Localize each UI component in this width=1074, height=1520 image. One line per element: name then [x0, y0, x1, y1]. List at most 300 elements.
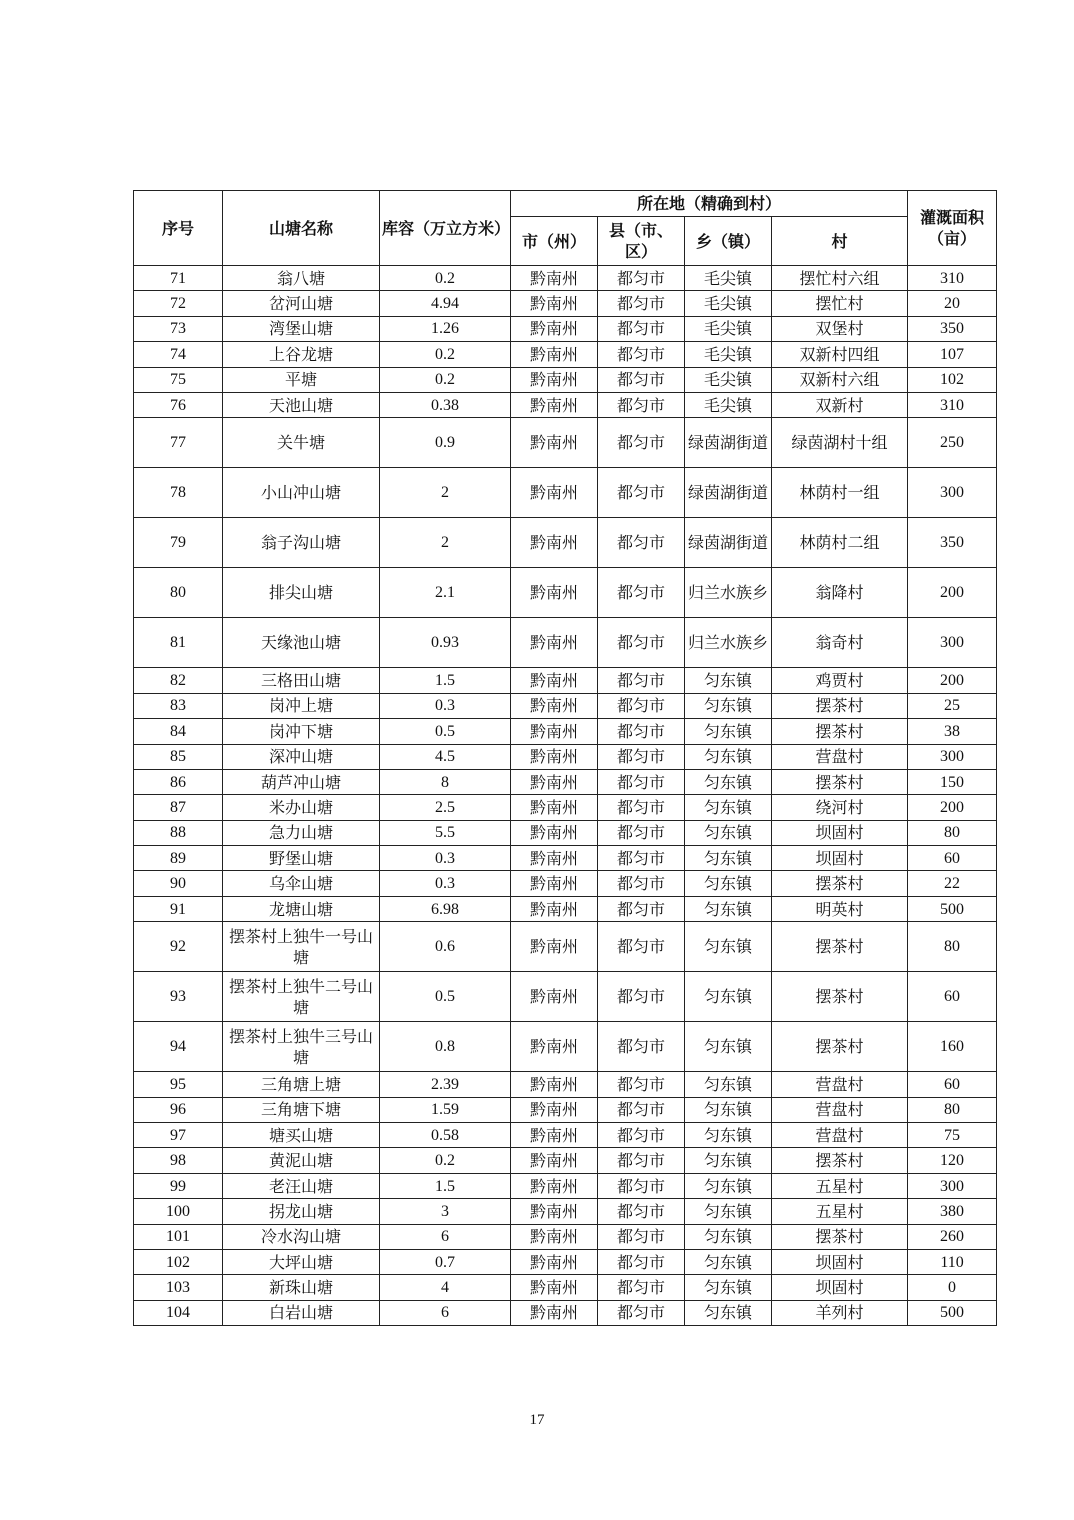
seq-cell: 89 [134, 846, 223, 871]
irrigation-cell: 20 [908, 291, 997, 316]
town-cell: 毛尖镇 [685, 266, 772, 291]
county-cell: 都匀市 [598, 922, 685, 972]
name-cell: 摆茶村上独牛二号山塘 [223, 972, 380, 1022]
irrigation-cell: 25 [908, 693, 997, 718]
village-cell: 林荫村二组 [772, 518, 908, 568]
town-cell: 匀东镇 [685, 1300, 772, 1325]
irrigation-cell: 80 [908, 922, 997, 972]
table-row [134, 693, 997, 718]
name-cell: 野堡山塘 [223, 846, 380, 871]
name-cell: 葫芦冲山塘 [223, 769, 380, 794]
capacity-cell: 0.7 [380, 1249, 511, 1274]
capacity-cell: 0.5 [380, 972, 511, 1022]
city-cell: 黔南州 [511, 1097, 598, 1122]
village-cell: 鸡贾村 [772, 668, 908, 693]
seq-cell: 94 [134, 1022, 223, 1072]
seq-cell: 103 [134, 1275, 223, 1300]
table-row [134, 1123, 997, 1148]
irrigation-cell: 22 [908, 871, 997, 896]
village-cell: 摆茶村 [772, 719, 908, 744]
city-cell: 黔南州 [511, 568, 598, 618]
seq-cell: 104 [134, 1300, 223, 1325]
irrigation-cell: 310 [908, 392, 997, 417]
table-row [134, 972, 997, 1022]
irrigation-cell: 75 [908, 1123, 997, 1148]
village-cell: 林荫村一组 [772, 468, 908, 518]
town-cell: 匀东镇 [685, 846, 772, 871]
table-row [134, 922, 997, 972]
village-cell: 营盘村 [772, 744, 908, 769]
village-cell: 营盘村 [772, 1123, 908, 1148]
irrigation-cell: 110 [908, 1249, 997, 1274]
header-village: 村 [772, 217, 908, 266]
town-cell: 毛尖镇 [685, 291, 772, 316]
village-cell: 绿茵湖村十组 [772, 418, 908, 468]
seq-cell: 87 [134, 795, 223, 820]
name-cell: 岗冲上塘 [223, 693, 380, 718]
town-cell: 匀东镇 [685, 795, 772, 820]
header-city: 市（州） [511, 217, 598, 266]
seq-cell: 85 [134, 744, 223, 769]
capacity-cell: 5.5 [380, 820, 511, 845]
county-cell: 都匀市 [598, 291, 685, 316]
capacity-cell: 4.94 [380, 291, 511, 316]
name-cell: 黄泥山塘 [223, 1148, 380, 1173]
county-cell: 都匀市 [598, 1123, 685, 1148]
village-cell: 摆茶村 [772, 1022, 908, 1072]
capacity-cell: 1.26 [380, 316, 511, 341]
irrigation-cell: 80 [908, 820, 997, 845]
county-cell: 都匀市 [598, 568, 685, 618]
town-cell: 匀东镇 [685, 820, 772, 845]
capacity-cell: 0.2 [380, 1148, 511, 1173]
table-row [134, 392, 997, 417]
seq-cell: 90 [134, 871, 223, 896]
city-cell: 黔南州 [511, 1199, 598, 1224]
table-row [134, 1097, 997, 1122]
name-cell: 深冲山塘 [223, 744, 380, 769]
town-cell: 绿茵湖街道 [685, 468, 772, 518]
capacity-cell: 0.2 [380, 266, 511, 291]
village-cell: 摆茶村 [772, 871, 908, 896]
town-cell: 匀东镇 [685, 1072, 772, 1097]
name-cell: 小山冲山塘 [223, 468, 380, 518]
irrigation-cell: 300 [908, 468, 997, 518]
table-row [134, 1199, 997, 1224]
city-cell: 黔南州 [511, 266, 598, 291]
capacity-cell: 0.2 [380, 367, 511, 392]
header-irrigation: 灌溉面积（亩） [908, 191, 997, 266]
village-cell: 绕河村 [772, 795, 908, 820]
seq-cell: 75 [134, 367, 223, 392]
seq-cell: 81 [134, 618, 223, 668]
name-cell: 白岩山塘 [223, 1300, 380, 1325]
table-row [134, 871, 997, 896]
village-cell: 双新村 [772, 392, 908, 417]
seq-cell: 100 [134, 1199, 223, 1224]
city-cell: 黔南州 [511, 820, 598, 845]
table-row [134, 342, 997, 367]
county-cell: 都匀市 [598, 518, 685, 568]
table-row [134, 291, 997, 316]
city-cell: 黔南州 [511, 518, 598, 568]
town-cell: 匀东镇 [685, 1224, 772, 1249]
table-row [134, 568, 997, 618]
name-cell: 急力山塘 [223, 820, 380, 845]
table-row [134, 744, 997, 769]
table-row [134, 266, 997, 291]
capacity-cell: 0.93 [380, 618, 511, 668]
seq-cell: 71 [134, 266, 223, 291]
city-cell: 黔南州 [511, 922, 598, 972]
page-number: 17 [529, 1412, 545, 1428]
seq-cell: 86 [134, 769, 223, 794]
irrigation-cell: 60 [908, 972, 997, 1022]
capacity-cell: 0.3 [380, 693, 511, 718]
village-cell: 双新村四组 [772, 342, 908, 367]
seq-cell: 77 [134, 418, 223, 468]
irrigation-cell: 60 [908, 1072, 997, 1097]
name-cell: 湾堡山塘 [223, 316, 380, 341]
county-cell: 都匀市 [598, 1275, 685, 1300]
seq-cell: 76 [134, 392, 223, 417]
table-row [134, 418, 997, 468]
seq-cell: 78 [134, 468, 223, 518]
seq-cell: 101 [134, 1224, 223, 1249]
irrigation-cell: 0 [908, 1275, 997, 1300]
pond-table [133, 190, 997, 1326]
capacity-cell: 0.2 [380, 342, 511, 367]
town-cell: 匀东镇 [685, 668, 772, 693]
county-cell: 都匀市 [598, 693, 685, 718]
name-cell: 三格田山塘 [223, 668, 380, 693]
city-cell: 黔南州 [511, 1275, 598, 1300]
village-cell: 坝固村 [772, 1275, 908, 1300]
seq-cell: 98 [134, 1148, 223, 1173]
name-cell: 龙塘山塘 [223, 896, 380, 921]
town-cell: 匀东镇 [685, 1275, 772, 1300]
county-cell: 都匀市 [598, 769, 685, 794]
town-cell: 匀东镇 [685, 1249, 772, 1274]
irrigation-cell: 310 [908, 266, 997, 291]
town-cell: 匀东镇 [685, 1199, 772, 1224]
village-cell: 营盘村 [772, 1072, 908, 1097]
irrigation-cell: 200 [908, 568, 997, 618]
town-cell: 匀东镇 [685, 693, 772, 718]
town-cell: 毛尖镇 [685, 316, 772, 341]
name-cell: 翁八塘 [223, 266, 380, 291]
city-cell: 黔南州 [511, 1249, 598, 1274]
capacity-cell: 2 [380, 468, 511, 518]
village-cell: 摆茶村 [772, 922, 908, 972]
seq-cell: 102 [134, 1249, 223, 1274]
town-cell: 归兰水族乡 [685, 568, 772, 618]
county-cell: 都匀市 [598, 468, 685, 518]
name-cell: 翁子沟山塘 [223, 518, 380, 568]
table-row [134, 1148, 997, 1173]
name-cell: 摆茶村上独牛一号山塘 [223, 922, 380, 972]
capacity-cell: 2 [380, 518, 511, 568]
town-cell: 匀东镇 [685, 769, 772, 794]
table-row [134, 1173, 997, 1198]
name-cell: 老汪山塘 [223, 1173, 380, 1198]
capacity-cell: 0.6 [380, 922, 511, 972]
city-cell: 黔南州 [511, 769, 598, 794]
name-cell: 拐龙山塘 [223, 1199, 380, 1224]
town-cell: 匀东镇 [685, 896, 772, 921]
county-cell: 都匀市 [598, 668, 685, 693]
village-cell: 营盘村 [772, 1097, 908, 1122]
irrigation-cell: 80 [908, 1097, 997, 1122]
irrigation-cell: 350 [908, 316, 997, 341]
town-cell: 匀东镇 [685, 1022, 772, 1072]
irrigation-cell: 300 [908, 1173, 997, 1198]
table-row [134, 1022, 997, 1072]
city-cell: 黔南州 [511, 316, 598, 341]
town-cell: 匀东镇 [685, 1123, 772, 1148]
seq-cell: 95 [134, 1072, 223, 1097]
capacity-cell: 1.5 [380, 1173, 511, 1198]
village-cell: 摆茶村 [772, 693, 908, 718]
irrigation-cell: 200 [908, 668, 997, 693]
name-cell: 新珠山塘 [223, 1275, 380, 1300]
city-cell: 黔南州 [511, 367, 598, 392]
seq-cell: 93 [134, 972, 223, 1022]
city-cell: 黔南州 [511, 1022, 598, 1072]
city-cell: 黔南州 [511, 291, 598, 316]
town-cell: 绿茵湖街道 [685, 418, 772, 468]
table-row [134, 668, 997, 693]
name-cell: 排尖山塘 [223, 568, 380, 618]
name-cell: 米办山塘 [223, 795, 380, 820]
table-header [134, 191, 997, 266]
county-cell: 都匀市 [598, 719, 685, 744]
table-row [134, 1224, 997, 1249]
city-cell: 黔南州 [511, 342, 598, 367]
city-cell: 黔南州 [511, 744, 598, 769]
irrigation-cell: 380 [908, 1199, 997, 1224]
city-cell: 黔南州 [511, 418, 598, 468]
county-cell: 都匀市 [598, 744, 685, 769]
county-cell: 都匀市 [598, 820, 685, 845]
city-cell: 黔南州 [511, 668, 598, 693]
table-row [134, 769, 997, 794]
capacity-cell: 6 [380, 1300, 511, 1325]
county-cell: 都匀市 [598, 342, 685, 367]
county-cell: 都匀市 [598, 795, 685, 820]
table-row [134, 1300, 997, 1325]
village-cell: 双堡村 [772, 316, 908, 341]
table-row [134, 1275, 997, 1300]
seq-cell: 97 [134, 1123, 223, 1148]
village-cell: 五星村 [772, 1173, 908, 1198]
capacity-cell: 0.5 [380, 719, 511, 744]
city-cell: 黔南州 [511, 392, 598, 417]
table-row [134, 846, 997, 871]
capacity-cell: 2.5 [380, 795, 511, 820]
city-cell: 黔南州 [511, 1224, 598, 1249]
city-cell: 黔南州 [511, 972, 598, 1022]
county-cell: 都匀市 [598, 1173, 685, 1198]
county-cell: 都匀市 [598, 1097, 685, 1122]
town-cell: 匀东镇 [685, 744, 772, 769]
capacity-cell: 4 [380, 1275, 511, 1300]
village-cell: 摆忙村六组 [772, 266, 908, 291]
village-cell: 摆忙村 [772, 291, 908, 316]
name-cell: 天缘池山塘 [223, 618, 380, 668]
town-cell: 归兰水族乡 [685, 618, 772, 668]
irrigation-cell: 120 [908, 1148, 997, 1173]
village-cell: 翁奇村 [772, 618, 908, 668]
capacity-cell: 2.39 [380, 1072, 511, 1097]
county-cell: 都匀市 [598, 1199, 685, 1224]
name-cell: 冷水沟山塘 [223, 1224, 380, 1249]
name-cell: 上谷龙塘 [223, 342, 380, 367]
county-cell: 都匀市 [598, 972, 685, 1022]
county-cell: 都匀市 [598, 896, 685, 921]
village-cell: 双新村六组 [772, 367, 908, 392]
city-cell: 黔南州 [511, 1173, 598, 1198]
capacity-cell: 6 [380, 1224, 511, 1249]
irrigation-cell: 500 [908, 1300, 997, 1325]
village-cell: 摆茶村 [772, 1224, 908, 1249]
irrigation-cell: 350 [908, 518, 997, 568]
name-cell: 关牛塘 [223, 418, 380, 468]
county-cell: 都匀市 [598, 392, 685, 417]
table-row [134, 719, 997, 744]
name-cell: 大坪山塘 [223, 1249, 380, 1274]
capacity-cell: 0.9 [380, 418, 511, 468]
city-cell: 黔南州 [511, 795, 598, 820]
capacity-cell: 0.38 [380, 392, 511, 417]
county-cell: 都匀市 [598, 1249, 685, 1274]
name-cell: 三角塘上塘 [223, 1072, 380, 1097]
village-cell: 翁降村 [772, 568, 908, 618]
header-seq: 序号 [134, 191, 223, 266]
header-name: 山塘名称 [223, 191, 380, 266]
irrigation-cell: 150 [908, 769, 997, 794]
town-cell: 匀东镇 [685, 871, 772, 896]
town-cell: 匀东镇 [685, 1148, 772, 1173]
village-cell: 坝固村 [772, 846, 908, 871]
city-cell: 黔南州 [511, 896, 598, 921]
county-cell: 都匀市 [598, 846, 685, 871]
city-cell: 黔南州 [511, 693, 598, 718]
capacity-cell: 8 [380, 769, 511, 794]
seq-cell: 80 [134, 568, 223, 618]
name-cell: 岔河山塘 [223, 291, 380, 316]
seq-cell: 91 [134, 896, 223, 921]
seq-cell: 88 [134, 820, 223, 845]
county-cell: 都匀市 [598, 418, 685, 468]
village-cell: 羊列村 [772, 1300, 908, 1325]
irrigation-cell: 107 [908, 342, 997, 367]
irrigation-cell: 300 [908, 618, 997, 668]
name-cell: 塘买山塘 [223, 1123, 380, 1148]
seq-cell: 92 [134, 922, 223, 972]
village-cell: 摆茶村 [772, 1148, 908, 1173]
name-cell: 平塘 [223, 367, 380, 392]
table-row [134, 896, 997, 921]
name-cell: 岗冲下塘 [223, 719, 380, 744]
capacity-cell: 3 [380, 1199, 511, 1224]
town-cell: 毛尖镇 [685, 342, 772, 367]
capacity-cell: 1.59 [380, 1097, 511, 1122]
table-body [134, 266, 997, 1326]
village-cell: 五星村 [772, 1199, 908, 1224]
irrigation-cell: 38 [908, 719, 997, 744]
town-cell: 匀东镇 [685, 922, 772, 972]
village-cell: 摆茶村 [772, 972, 908, 1022]
city-cell: 黔南州 [511, 618, 598, 668]
irrigation-cell: 300 [908, 744, 997, 769]
irrigation-cell: 102 [908, 367, 997, 392]
header-county: 县（市、区） [598, 217, 685, 266]
capacity-cell: 1.5 [380, 668, 511, 693]
capacity-cell: 2.1 [380, 568, 511, 618]
name-cell: 乌伞山塘 [223, 871, 380, 896]
table-row [134, 1072, 997, 1097]
county-cell: 都匀市 [598, 316, 685, 341]
county-cell: 都匀市 [598, 618, 685, 668]
town-cell: 毛尖镇 [685, 392, 772, 417]
town-cell: 匀东镇 [685, 719, 772, 744]
table-row [134, 367, 997, 392]
county-cell: 都匀市 [598, 1148, 685, 1173]
city-cell: 黔南州 [511, 1072, 598, 1097]
name-cell: 天池山塘 [223, 392, 380, 417]
city-cell: 黔南州 [511, 871, 598, 896]
name-cell: 摆茶村上独牛三号山塘 [223, 1022, 380, 1072]
header-town: 乡（镇） [685, 217, 772, 266]
county-cell: 都匀市 [598, 266, 685, 291]
seq-cell: 84 [134, 719, 223, 744]
county-cell: 都匀市 [598, 1022, 685, 1072]
village-cell: 坝固村 [772, 1249, 908, 1274]
county-cell: 都匀市 [598, 1072, 685, 1097]
county-cell: 都匀市 [598, 1300, 685, 1325]
seq-cell: 99 [134, 1173, 223, 1198]
header-capacity: 库容（万立方米） [380, 191, 511, 266]
capacity-cell: 0.58 [380, 1123, 511, 1148]
table-row [134, 468, 997, 518]
seq-cell: 73 [134, 316, 223, 341]
seq-cell: 96 [134, 1097, 223, 1122]
capacity-cell: 6.98 [380, 896, 511, 921]
table-row [134, 618, 997, 668]
county-cell: 都匀市 [598, 367, 685, 392]
irrigation-cell: 60 [908, 846, 997, 871]
town-cell: 匀东镇 [685, 1097, 772, 1122]
irrigation-cell: 160 [908, 1022, 997, 1072]
city-cell: 黔南州 [511, 1300, 598, 1325]
town-cell: 匀东镇 [685, 1173, 772, 1198]
capacity-cell: 0.3 [380, 871, 511, 896]
seq-cell: 83 [134, 693, 223, 718]
table-row [134, 1249, 997, 1274]
village-cell: 明英村 [772, 896, 908, 921]
city-cell: 黔南州 [511, 846, 598, 871]
seq-cell: 82 [134, 668, 223, 693]
town-cell: 匀东镇 [685, 972, 772, 1022]
city-cell: 黔南州 [511, 719, 598, 744]
seq-cell: 79 [134, 518, 223, 568]
irrigation-cell: 500 [908, 896, 997, 921]
capacity-cell: 0.3 [380, 846, 511, 871]
city-cell: 黔南州 [511, 1123, 598, 1148]
seq-cell: 74 [134, 342, 223, 367]
town-cell: 毛尖镇 [685, 367, 772, 392]
